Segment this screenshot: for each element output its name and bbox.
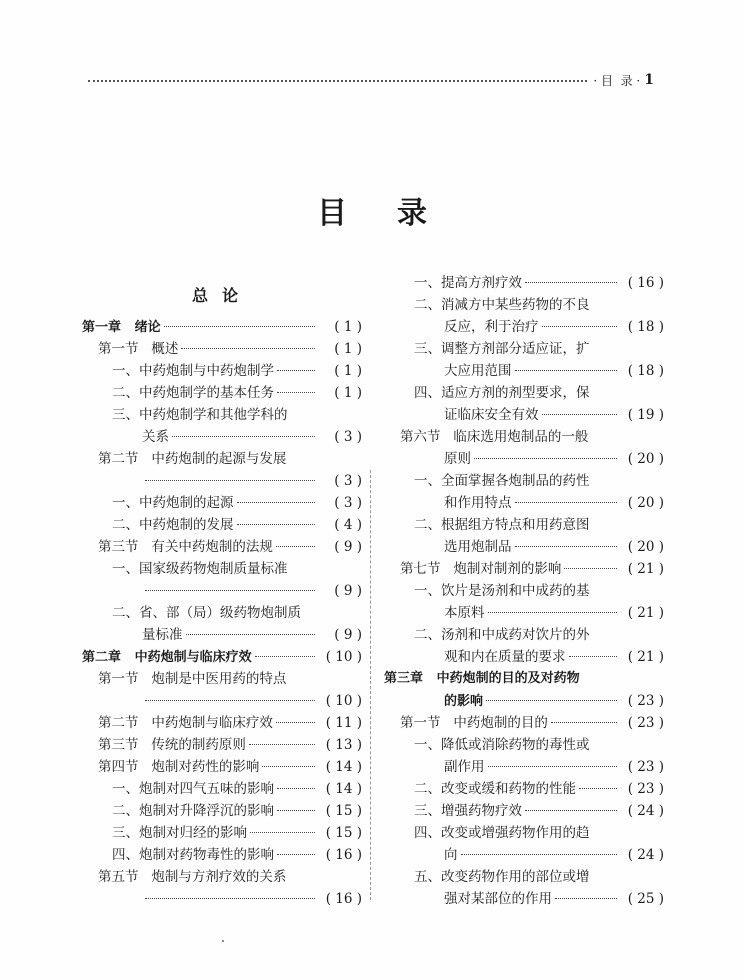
toc-entry-page: ( 3 ) bbox=[334, 473, 362, 489]
dot-leader bbox=[145, 480, 315, 481]
dot-leader bbox=[277, 788, 315, 789]
toc-entry-page: ( 10 ) bbox=[325, 693, 362, 709]
dot-leader bbox=[564, 568, 617, 569]
dot-leader bbox=[164, 326, 315, 327]
dot-leader bbox=[542, 326, 618, 327]
toc-entry bbox=[384, 668, 664, 690]
toc-entry bbox=[444, 448, 664, 470]
toc-entry bbox=[98, 712, 362, 734]
toc-entry-title: 第一节 炮制是中医用药的特点 bbox=[98, 671, 287, 687]
toc-entry-title: 第七节 炮制对制剂的影响 bbox=[400, 561, 562, 577]
toc-entry bbox=[444, 844, 664, 866]
running-header bbox=[88, 70, 654, 90]
toc-entry-page: ( 23 ) bbox=[627, 781, 664, 797]
toc-entry bbox=[142, 624, 362, 646]
toc-entry-page: ( 13 ) bbox=[325, 737, 362, 753]
toc-entry bbox=[414, 624, 664, 646]
dot-leader bbox=[277, 854, 315, 855]
toc-entry bbox=[414, 470, 664, 492]
dot-leader bbox=[515, 546, 618, 547]
toc-entry-title: 三、炮制对归经的影响 bbox=[112, 825, 247, 841]
toc-entry-title: 第三章 中药炮制的目的及对药物 bbox=[384, 671, 580, 686]
toc-entry bbox=[98, 338, 362, 360]
dot-leader bbox=[276, 546, 315, 547]
toc-entry-title: 四、改变或增强药物作用的趋 bbox=[414, 825, 590, 841]
toc-entry-page: ( 1 ) bbox=[334, 341, 362, 357]
toc-entry-page: ( 1 ) bbox=[334, 385, 362, 401]
toc-entry bbox=[414, 580, 664, 602]
dot-leader bbox=[515, 502, 618, 503]
toc-entry-title: 观和内在质量的要求 bbox=[444, 649, 566, 665]
dot-leader bbox=[145, 898, 315, 899]
toc-entry-page: ( 16 ) bbox=[325, 891, 362, 907]
toc-entry bbox=[142, 426, 362, 448]
toc-entry-page: ( 18 ) bbox=[627, 363, 664, 379]
toc-entry-page: ( 14 ) bbox=[325, 759, 362, 775]
dot-leader bbox=[551, 722, 617, 723]
scan-speck bbox=[222, 940, 224, 942]
toc-entry bbox=[444, 492, 664, 514]
toc-entry-title: 二、改变或缓和药物的性能 bbox=[414, 781, 576, 797]
toc-entry-title: 一、全面掌握各炮制品的药性 bbox=[414, 473, 590, 489]
toc-entry-page: ( 10 ) bbox=[325, 649, 362, 665]
dot-leader bbox=[488, 766, 618, 767]
toc-entry bbox=[414, 800, 664, 822]
toc-entry bbox=[112, 844, 362, 866]
toc-entry bbox=[112, 382, 362, 404]
toc-entry-title: 二、省、部（局）级药物炮制质 bbox=[112, 605, 301, 621]
toc-entry-title: 二、炮制对升降浮沉的影响 bbox=[112, 803, 274, 819]
toc-entry bbox=[400, 558, 664, 580]
toc-entry-title: 第一节 中药炮制的目的 bbox=[400, 715, 548, 731]
toc-entry bbox=[414, 514, 664, 536]
toc-entry-title: 一、提高方剂疗效 bbox=[414, 275, 522, 291]
toc-entry bbox=[414, 382, 664, 404]
toc-entry bbox=[414, 272, 664, 294]
dot-leader bbox=[262, 766, 315, 767]
toc-entry-title: 向 bbox=[444, 847, 458, 863]
toc-entry bbox=[112, 778, 362, 800]
toc-entry-page: ( 21 ) bbox=[627, 649, 664, 665]
toc-entry-page: ( 1 ) bbox=[334, 319, 362, 335]
header-dot-leader bbox=[88, 80, 587, 82]
toc-entry-page: ( 14 ) bbox=[325, 781, 362, 797]
dot-leader bbox=[486, 700, 617, 701]
toc-entry bbox=[414, 866, 664, 888]
dot-leader bbox=[542, 414, 618, 415]
toc-entry-title: 二、汤剂和中成药对饮片的外 bbox=[414, 627, 590, 643]
toc-entry-page: ( 1 ) bbox=[334, 363, 362, 379]
toc-entry bbox=[444, 360, 664, 382]
toc-entry-page: ( 20 ) bbox=[627, 539, 664, 555]
dot-leader bbox=[525, 810, 617, 811]
toc-entry-page: ( 20 ) bbox=[627, 495, 664, 511]
toc-entry bbox=[444, 404, 664, 426]
toc-entry bbox=[400, 712, 664, 734]
toc-entry-title: 第三节 有关中药炮制的法规 bbox=[98, 539, 273, 555]
toc-entry bbox=[444, 646, 664, 668]
dot-leader bbox=[579, 788, 617, 789]
toc-entry bbox=[444, 888, 664, 910]
toc-entry-title: 的影响 bbox=[444, 694, 484, 709]
toc-entry bbox=[414, 734, 664, 756]
toc-entry-title: 三、中药炮制学和其他学科的 bbox=[112, 407, 288, 423]
toc-entry-title: 第一章 绪论 bbox=[82, 320, 161, 335]
toc-entry-title: 第三节 传统的制药原则 bbox=[98, 737, 246, 753]
toc-entry-title: 二、中药炮制的发展 bbox=[112, 517, 234, 533]
toc-entry-title: 三、调整方剂部分适应证，扩 bbox=[414, 341, 590, 357]
dot-leader bbox=[276, 722, 315, 723]
toc-entry-title: 第二章 中药炮制与临床疗效 bbox=[82, 650, 252, 665]
toc-entry-title: 选用炮制品 bbox=[444, 539, 512, 555]
toc-entry bbox=[444, 690, 664, 712]
dot-leader bbox=[525, 282, 617, 283]
toc-entry-title: 三、增强药物疗效 bbox=[414, 803, 522, 819]
toc-entry bbox=[414, 294, 664, 316]
dot-leader bbox=[569, 656, 618, 657]
toc-entry bbox=[112, 822, 362, 844]
toc-entry bbox=[98, 756, 362, 778]
toc-entry-title: 五、改变药物作用的部位或增 bbox=[414, 869, 590, 885]
toc-entry-title: 强对某部位的作用 bbox=[444, 891, 552, 907]
dot-leader bbox=[145, 590, 315, 591]
toc-entry-page: ( 9 ) bbox=[334, 583, 362, 599]
toc-entry-title: 第六节 临床选用炮制品的一般 bbox=[400, 429, 589, 445]
toc-entry-title: 关系 bbox=[142, 429, 169, 445]
toc-entry-title: 量标准 bbox=[142, 627, 183, 643]
dot-leader bbox=[249, 744, 315, 745]
page-title: 目录 bbox=[317, 196, 477, 231]
toc-entry-page: ( 23 ) bbox=[627, 693, 664, 709]
dot-leader bbox=[277, 392, 315, 393]
toc-entry bbox=[112, 514, 362, 536]
toc-entry-page: ( 11 ) bbox=[325, 715, 362, 731]
toc-entry-page: ( 15 ) bbox=[325, 803, 362, 819]
toc-entry bbox=[98, 668, 362, 690]
toc-entry-title: 一、国家级药物炮制质量标准 bbox=[112, 561, 288, 577]
toc-entry bbox=[98, 866, 362, 888]
toc-entry-page: ( 25 ) bbox=[627, 891, 664, 907]
toc-entry-page: ( 3 ) bbox=[334, 429, 362, 445]
toc-entry bbox=[142, 470, 362, 492]
toc-entry-title: 一、饮片是汤剂和中成药的基 bbox=[414, 583, 590, 599]
toc-entry bbox=[82, 646, 362, 668]
toc-entry-title: 第四节 炮制对药性的影响 bbox=[98, 759, 260, 775]
toc-entry-title: 原则 bbox=[444, 451, 471, 467]
dot-leader bbox=[145, 700, 315, 701]
toc-entry-page: ( 24 ) bbox=[627, 847, 664, 863]
toc-entry-title: 二、消减方中某些药物的不良 bbox=[414, 297, 590, 313]
dot-leader bbox=[237, 502, 316, 503]
toc-entry-title: 大应用范围 bbox=[444, 363, 512, 379]
toc-entry-title: 二、根据组方特点和用药意图 bbox=[414, 517, 590, 533]
toc-entry-page: ( 19 ) bbox=[627, 407, 664, 423]
dot-leader bbox=[474, 458, 617, 459]
toc-entry-page: ( 4 ) bbox=[334, 517, 362, 533]
toc-entry bbox=[400, 426, 664, 448]
header-page-number: 1 bbox=[644, 72, 654, 88]
dot-leader bbox=[461, 854, 618, 855]
dot-leader bbox=[488, 612, 618, 613]
toc-entry-title: 第五节 炮制与方剂疗效的关系 bbox=[98, 869, 287, 885]
toc-entry bbox=[444, 316, 664, 338]
toc-entry bbox=[98, 734, 362, 756]
toc-entry-page: ( 9 ) bbox=[334, 627, 362, 643]
toc-entry bbox=[112, 492, 362, 514]
toc-entry-title: 第二节 中药炮制的起源与发展 bbox=[98, 451, 287, 467]
header-title: · 目 录 · bbox=[593, 73, 641, 88]
toc-entry-page: ( 18 ) bbox=[627, 319, 664, 335]
toc-entry bbox=[98, 536, 362, 558]
dot-leader bbox=[555, 898, 617, 899]
toc-entry-page: ( 16 ) bbox=[627, 275, 664, 291]
toc-entry-title: 一、中药炮制的起源 bbox=[112, 495, 234, 511]
toc-entry bbox=[142, 888, 362, 910]
dot-leader bbox=[181, 348, 315, 349]
dot-leader bbox=[237, 524, 316, 525]
toc-entry bbox=[112, 602, 362, 624]
toc-entry bbox=[82, 316, 362, 338]
toc-entry-title: 四、炮制对药物毒性的影响 bbox=[112, 847, 274, 863]
toc-entry-title: 一、炮制对四气五味的影响 bbox=[112, 781, 274, 797]
toc-entry bbox=[112, 360, 362, 382]
dot-leader bbox=[186, 634, 316, 635]
column-divider bbox=[370, 470, 371, 900]
dot-leader bbox=[250, 832, 315, 833]
toc-entry-page: ( 20 ) bbox=[627, 451, 664, 467]
toc-entry-title: 本原料 bbox=[444, 605, 485, 621]
toc-entry bbox=[414, 778, 664, 800]
toc-entry bbox=[142, 580, 362, 602]
toc-entry bbox=[414, 338, 664, 360]
toc-entry bbox=[444, 602, 664, 624]
toc-entry-title: 四、适应方剂的剂型要求，保 bbox=[414, 385, 590, 401]
toc-entry-page: ( 21 ) bbox=[627, 561, 664, 577]
dot-leader bbox=[172, 436, 315, 437]
dot-leader bbox=[515, 370, 618, 371]
toc-entry-title: 和作用特点 bbox=[444, 495, 512, 511]
toc-entry bbox=[142, 690, 362, 712]
dot-leader bbox=[255, 656, 315, 657]
toc-entry bbox=[444, 536, 664, 558]
toc-entry bbox=[414, 822, 664, 844]
toc-entry-title: 第一节 概述 bbox=[98, 341, 179, 357]
toc-entry-page: ( 24 ) bbox=[627, 803, 664, 819]
dot-leader bbox=[277, 370, 315, 371]
toc-entry-title: 第二节 中药炮制与临床疗效 bbox=[98, 715, 273, 731]
toc-entry-page: ( 16 ) bbox=[325, 847, 362, 863]
toc-entry-title: 一、降低或消除药物的毒性或 bbox=[414, 737, 590, 753]
toc-entry bbox=[112, 800, 362, 822]
dot-leader bbox=[277, 810, 315, 811]
toc-entry-page: ( 23 ) bbox=[627, 759, 664, 775]
toc-entry-page: ( 21 ) bbox=[627, 605, 664, 621]
toc-entry-title: 副作用 bbox=[444, 759, 485, 775]
toc-entry-title: 二、中药炮制学的基本任务 bbox=[112, 385, 274, 401]
toc-entry bbox=[112, 558, 362, 580]
toc-entry bbox=[98, 448, 362, 470]
toc-entry-page: ( 3 ) bbox=[334, 495, 362, 511]
toc-entry-title: 证临床安全有效 bbox=[444, 407, 539, 423]
section-heading: 总论 bbox=[191, 286, 252, 305]
toc-entry bbox=[444, 756, 664, 778]
toc-entry bbox=[112, 404, 362, 426]
toc-entry-page: ( 23 ) bbox=[627, 715, 664, 731]
toc-entry-page: ( 9 ) bbox=[334, 539, 362, 555]
toc-entry-title: 反应，利于治疗 bbox=[444, 319, 539, 335]
toc-entry-title: 一、中药炮制与中药炮制学 bbox=[112, 363, 274, 379]
toc-entry-page: ( 15 ) bbox=[325, 825, 362, 841]
